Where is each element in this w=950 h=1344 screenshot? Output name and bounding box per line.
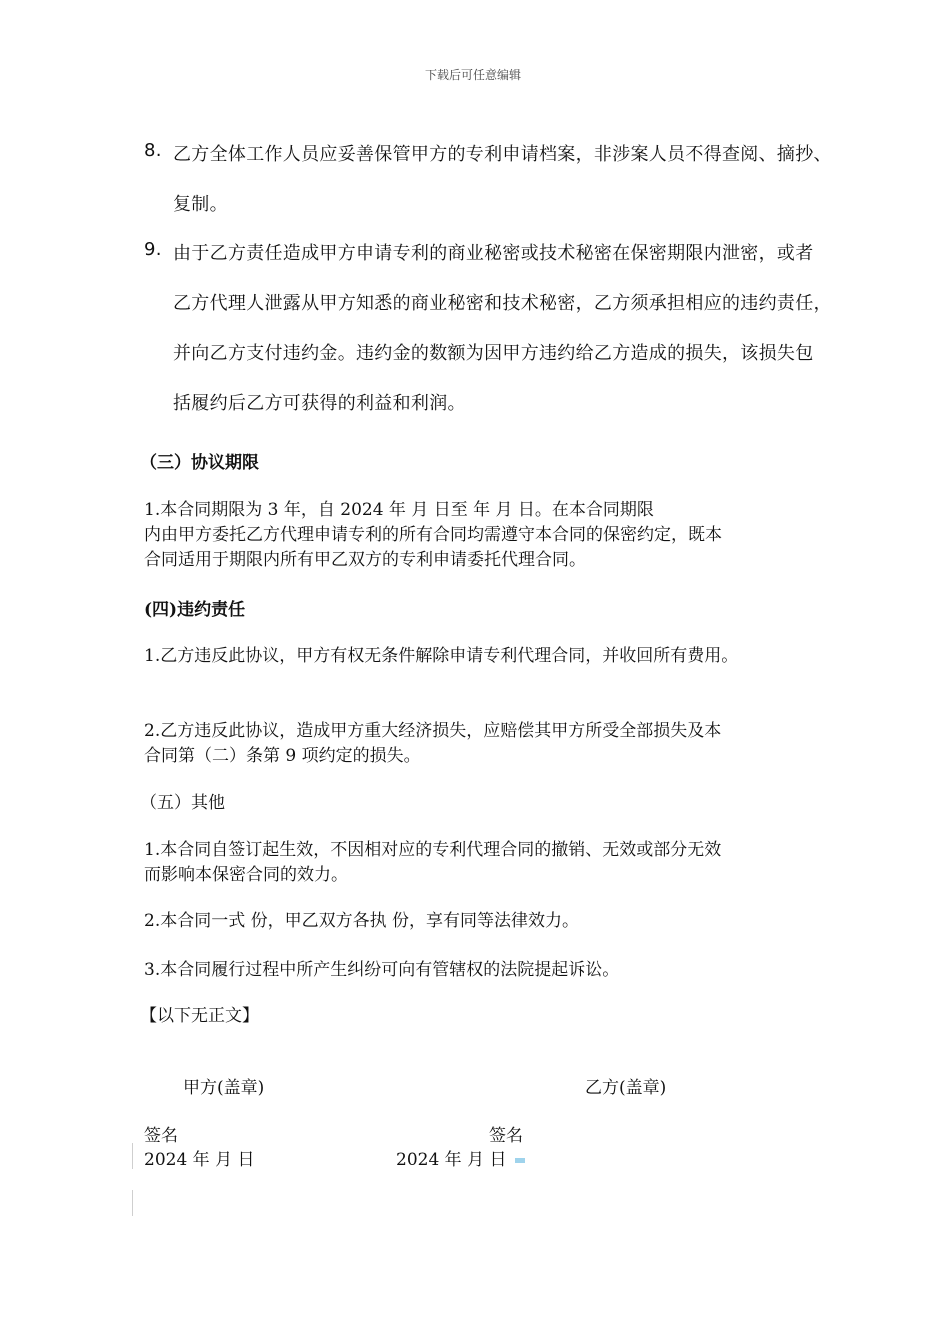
margin-marker-line [132, 1190, 133, 1216]
item-9-line-3: 并向乙方支付违约金。违约金的数额为因甲方违约给乙方造成的损失，该损失包 [173, 343, 814, 364]
item-8-number: 8. [144, 140, 162, 161]
item-9-number: 9. [144, 239, 162, 260]
text-cursor-marker [515, 1158, 525, 1163]
section-4-p2-line-2: 合同第（二）条第 9 项约定的损失。 [144, 746, 421, 766]
section-4-title: (四)违约责任 [144, 600, 246, 620]
margin-marker-line [132, 1143, 133, 1169]
section-5-p1-line-1: 1.本合同自签订起生效，不因相对应的专利代理合同的撤销、无效或部分无效 [144, 840, 722, 860]
party-b-signature-label: 签名 [489, 1126, 523, 1146]
section-5-p3: 3.本合同履行过程中所产生纠纷可向有管辖权的法院提起诉讼。 [144, 960, 620, 980]
item-9-line-4: 括履约后乙方可获得的利益和利润。 [173, 393, 466, 414]
section-3-p1-line-1: 1.本合同期限为 3 年，自 2024 年 月 日至 年 月 日。在本合同期限 [144, 500, 654, 520]
party-a-seal-label: 甲方(盖章) [183, 1078, 265, 1098]
section-3-p1-line-2: 内由甲方委托乙方代理申请专利的所有合同均需遵守本合同的保密约定，既本 [144, 525, 722, 545]
section-5-p1-line-2: 而影响本保密合同的效力。 [144, 865, 348, 885]
section-4-p2-line-1: 2.乙方违反此协议，造成甲方重大经济损失，应赔偿其甲方所受全部损失及本 [144, 721, 722, 741]
section-5-title: （五）其他 [140, 793, 225, 813]
item-9-line-1: 由于乙方责任造成甲方申请专利的商业秘密或技术秘密在保密期限内泄密，或者 [173, 243, 814, 264]
section-5-p2: 2.本合同一式 份，甲乙双方各执 份，享有同等法律效力。 [144, 911, 580, 931]
item-9-line-2: 乙方代理人泄露从甲方知悉的商业秘密和技术秘密，乙方须承担相应的违约责任， [173, 293, 832, 314]
section-4-p1: 1.乙方违反此协议，甲方有权无条件解除申请专利代理合同，并收回所有费用。 [144, 646, 739, 666]
end-note: 【以下无正文】 [140, 1006, 259, 1026]
page-header: 下载后可任意编辑 [425, 68, 522, 82]
item-8-line-2: 复制。 [173, 194, 228, 215]
section-3-p1-line-3: 合同适用于期限内所有甲乙双方的专利申请委托代理合同。 [144, 550, 586, 570]
party-a-date: 2024 年 月 日 [144, 1150, 255, 1170]
item-8-line-1: 乙方全体工作人员应妥善保管甲方的专利申请档案，非涉案人员不得查阅、摘抄、 [173, 144, 832, 165]
party-b-date: 2024 年 月 日 [396, 1150, 507, 1170]
section-3-title: （三）协议期限 [140, 453, 259, 473]
party-a-signature-label: 签名 [144, 1126, 178, 1146]
party-b-seal-label: 乙方(盖章) [585, 1078, 667, 1098]
